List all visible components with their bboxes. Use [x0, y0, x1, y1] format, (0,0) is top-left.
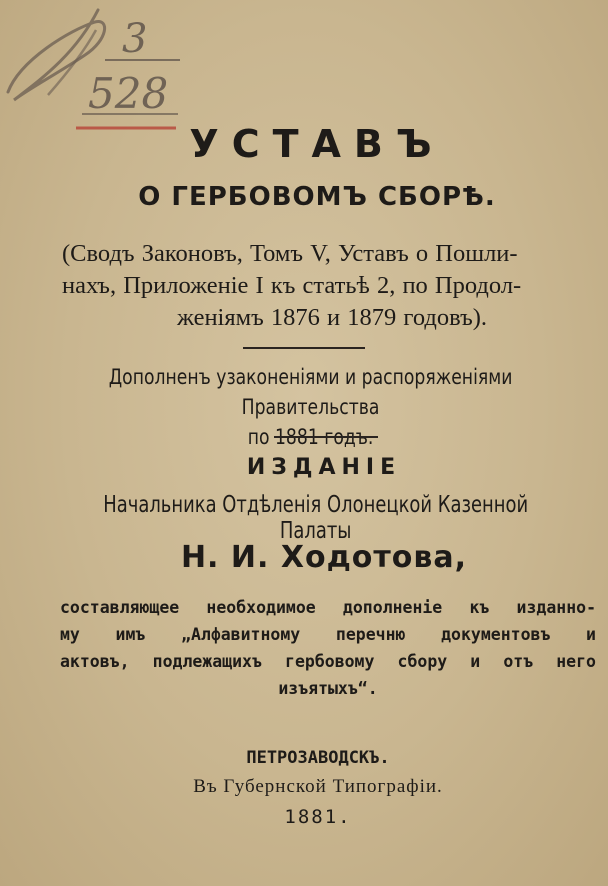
description-line: составляющее необходимое дополненіе къ изданно- [60, 598, 596, 617]
imprint-year: 1881. [284, 806, 352, 828]
shelfmark-bottom: 528 [88, 69, 169, 118]
code-reference-line: нахъ, Приложеніе I къ статьѣ 2, по Продол- [62, 272, 522, 299]
code-reference [62, 238, 602, 334]
code-reference-line: женіямъ 1876 и 1879 годовъ). [176, 304, 488, 331]
supplement-line: по 1881 годъ. [247, 425, 374, 449]
book-title: УСТАВЪ [189, 122, 445, 166]
description [60, 594, 596, 702]
code-reference-line: (Сводъ Законовъ, Томъ V, Уставъ о Пошли- [62, 240, 518, 267]
imprint-city: ПЕТРОЗАВОДСКЪ. [246, 748, 390, 768]
divider-rule [274, 436, 378, 438]
divider-rule [243, 347, 365, 349]
edition-label: ИЗДАНІЕ [246, 455, 402, 480]
supplement-line: Дополненъ узаконеніями и распоряженіями Правительства [108, 365, 513, 419]
book-subtitle: О ГЕРБОВОМЪ СБОРѢ. [138, 182, 496, 212]
handwritten-shelfmark [0, 0, 220, 140]
shelfmark-top: 3 [122, 16, 148, 62]
description-line: актовъ, подлежащихъ гербовому сбору и отъ него [60, 652, 596, 671]
author-name: Н. И. Ходотова, [180, 540, 468, 575]
imprint-press: Въ Губернской Типографіи. [193, 776, 443, 797]
publisher-role: Начальника Отдѣленія Олонецкой Казенной Палаты [103, 492, 529, 544]
supplement-note [55, 362, 554, 452]
description-line: изъятыхъ“. [278, 679, 378, 698]
description-line: му имъ „Алфавитному перечню документовъ и [60, 625, 596, 644]
